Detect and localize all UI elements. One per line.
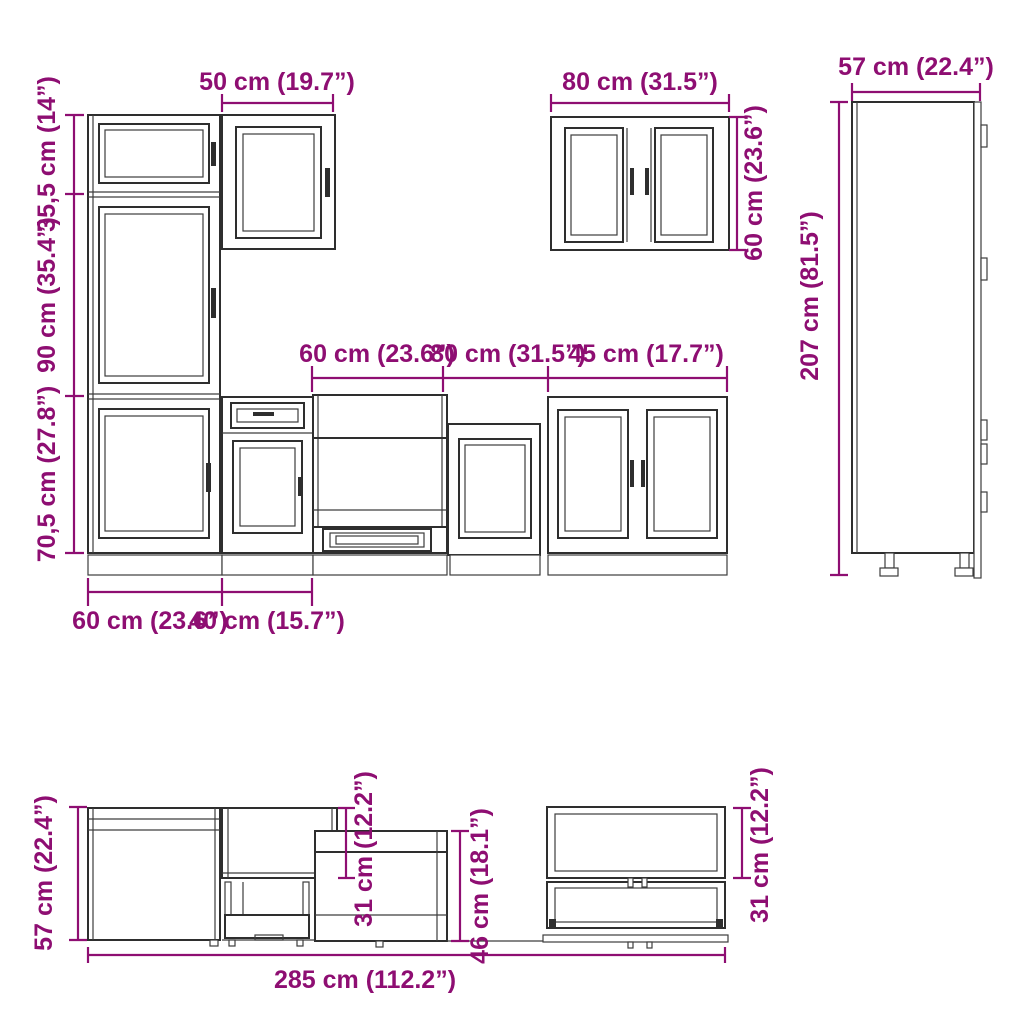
handle bbox=[981, 492, 987, 512]
wall-cabinet-80-front bbox=[551, 117, 729, 250]
handle bbox=[630, 460, 634, 487]
side-view-open-base bbox=[222, 882, 315, 946]
hinge bbox=[628, 878, 633, 887]
label-base60-width: 60 cm (23.6”) bbox=[299, 340, 455, 368]
side-view-base-left bbox=[88, 808, 220, 946]
hinge bbox=[642, 878, 647, 887]
dim-row-depth bbox=[69, 807, 87, 940]
hinge bbox=[716, 919, 723, 927]
dim-total-width bbox=[88, 947, 725, 963]
handle bbox=[981, 258, 987, 280]
foot bbox=[628, 942, 633, 948]
label-wall50-width: 50 cm (19.7”) bbox=[199, 68, 355, 96]
foot bbox=[376, 941, 383, 947]
wall-cabinet-50-front bbox=[222, 115, 335, 249]
dim-base-widths bbox=[312, 366, 727, 392]
label-base45-width: 45 cm (17.7”) bbox=[568, 340, 724, 368]
plinth-row bbox=[88, 555, 727, 575]
base-cabinet-40-front bbox=[222, 397, 313, 553]
side-view-wall-right-stack bbox=[543, 807, 728, 948]
handle bbox=[211, 142, 216, 166]
label-wallside-right-height: 31 cm (12.2”) bbox=[746, 767, 774, 923]
foot bbox=[647, 942, 652, 948]
dim-wall50-width bbox=[222, 94, 333, 112]
foot bbox=[960, 553, 969, 568]
label-tall-width: 60 cm (23.6”) bbox=[72, 607, 228, 635]
base-cabinet-double-front bbox=[548, 397, 727, 553]
label-wallside-left-height: 31 cm (12.2”) bbox=[350, 771, 378, 927]
label-tall-bottom-height: 70,5 cm (27.8”) bbox=[33, 385, 61, 563]
label-wall80-height: 60 cm (23.6”) bbox=[740, 105, 768, 261]
foot bbox=[297, 940, 303, 946]
tall-cabinet-front bbox=[88, 115, 220, 553]
handle bbox=[981, 125, 987, 147]
handle bbox=[981, 420, 987, 440]
dim-bottom-widths bbox=[88, 578, 312, 606]
oven-cabinet-60-front bbox=[313, 395, 447, 553]
foot bbox=[210, 940, 218, 946]
handle bbox=[206, 463, 211, 492]
label-total-width: 285 cm (112.2”) bbox=[273, 966, 457, 994]
handle bbox=[641, 460, 645, 487]
label-baseside-height: 46 cm (18.1”) bbox=[466, 808, 494, 964]
handle bbox=[298, 477, 303, 496]
label-wall80-width: 80 cm (31.5”) bbox=[562, 68, 718, 96]
label-base40-width: 40 cm (15.7”) bbox=[189, 607, 345, 635]
handle bbox=[325, 168, 330, 197]
foot bbox=[885, 553, 894, 568]
handle bbox=[645, 168, 649, 195]
handle bbox=[211, 288, 216, 318]
label-side-height: 207 cm (81.5”) bbox=[796, 211, 824, 381]
foot bbox=[880, 568, 898, 576]
label-tall-top-height: 35,5 cm (14”) bbox=[33, 76, 61, 232]
label-tall-mid-height: 90 cm (35.4”) bbox=[33, 217, 61, 373]
label-base80-width: 80 cm (31.5”) bbox=[430, 340, 586, 368]
dim-tall-heights bbox=[65, 115, 84, 553]
hinge bbox=[549, 919, 556, 927]
drawer-handle bbox=[253, 412, 274, 416]
label-side-width: 57 cm (22.4”) bbox=[838, 53, 994, 81]
foot bbox=[955, 568, 973, 576]
tall-cabinet-side bbox=[852, 102, 987, 578]
base-cabinet-middle-front bbox=[448, 424, 540, 555]
handle bbox=[981, 444, 987, 464]
foot bbox=[229, 940, 235, 946]
handle bbox=[630, 168, 634, 195]
label-row-depth: 57 cm (22.4”) bbox=[30, 795, 58, 951]
